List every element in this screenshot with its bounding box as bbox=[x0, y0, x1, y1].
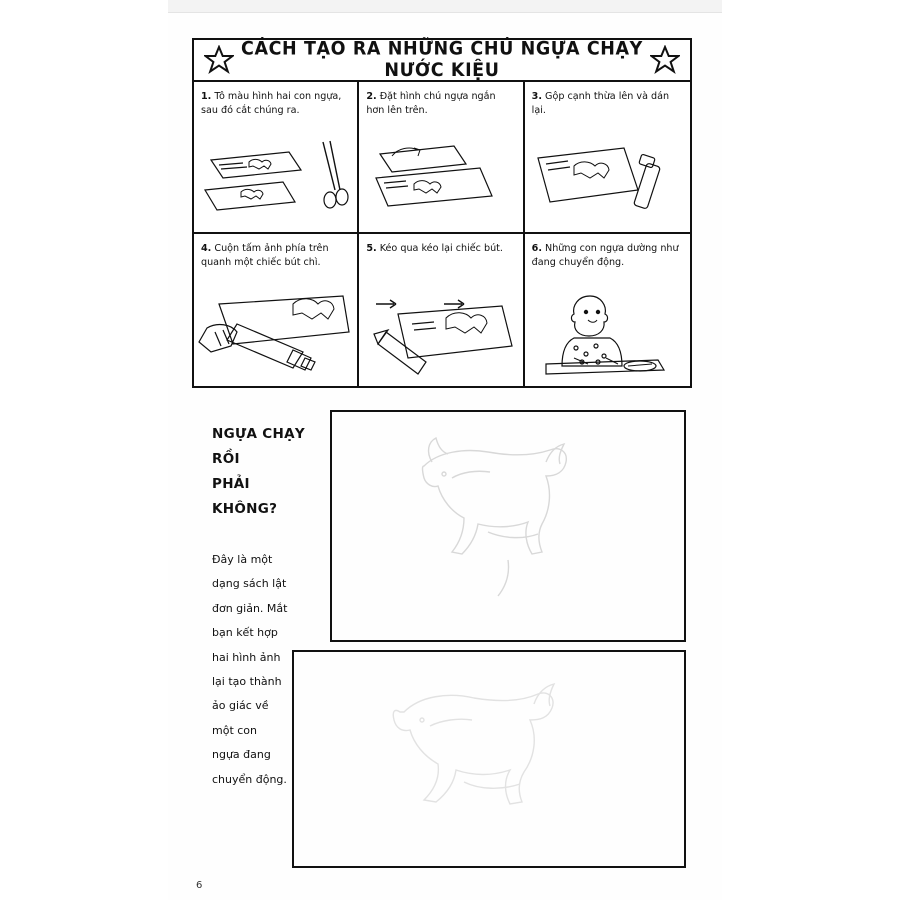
section-heading-line-1: NGỰA CHẠY RỒI bbox=[212, 426, 305, 467]
star-icon bbox=[204, 45, 234, 75]
body-line: đơn giản. Mắt bbox=[212, 601, 288, 615]
steps-row-2 bbox=[194, 234, 690, 386]
step-1-illustration bbox=[194, 134, 357, 230]
page-number: 6 bbox=[196, 880, 203, 891]
step-2-illustration bbox=[359, 134, 522, 230]
horse-outline-running bbox=[294, 652, 684, 866]
step-6-illustration bbox=[525, 288, 690, 384]
step-1-text bbox=[201, 90, 350, 118]
body-line: Đây là một bbox=[212, 552, 273, 566]
step-5-label: Kéo qua kéo lại chiếc bút. bbox=[379, 243, 503, 254]
step-2-text bbox=[366, 90, 515, 118]
step-2-label: Đặt hình chú ngựa ngắn hơn lên trên. bbox=[366, 91, 496, 116]
body-line: một con bbox=[212, 723, 258, 737]
body-line: bạn kết hợp bbox=[212, 626, 278, 640]
step-4-text bbox=[201, 242, 350, 270]
step-1-number: 1. bbox=[201, 91, 212, 102]
step-2 bbox=[359, 82, 524, 234]
step-1 bbox=[194, 82, 359, 234]
step-6-number: 6. bbox=[531, 243, 542, 254]
section-heading bbox=[212, 422, 320, 522]
step-5-illustration bbox=[359, 288, 522, 384]
star-icon bbox=[650, 45, 680, 75]
step-2-number: 2. bbox=[366, 91, 377, 102]
page-top-edge bbox=[168, 0, 722, 13]
horse-outline-standing bbox=[332, 412, 684, 640]
step-4-label: Cuộn tấm ảnh phía trên quanh một chiếc bút chì. bbox=[201, 243, 329, 268]
step-3-number: 3. bbox=[531, 91, 542, 102]
body-line: chuyển động. bbox=[212, 772, 287, 786]
body-line: hai hình ảnh bbox=[212, 650, 281, 664]
step-4-number: 4. bbox=[201, 243, 212, 254]
body-line: lại tạo thành bbox=[212, 674, 282, 688]
body-line: dạng sách lật bbox=[212, 577, 287, 591]
step-5-number: 5. bbox=[366, 243, 377, 254]
step-3-text bbox=[532, 90, 683, 118]
step-6-label: Những con ngựa dường như đang chuyển động. bbox=[531, 243, 679, 268]
body-line: ngựa đang bbox=[212, 748, 271, 762]
step-5 bbox=[359, 234, 524, 386]
step-3-illustration bbox=[525, 134, 690, 230]
steps-row-1 bbox=[194, 82, 690, 234]
lower-section bbox=[192, 404, 692, 874]
horse-template-frame-top bbox=[330, 410, 686, 642]
step-6-text bbox=[532, 242, 683, 270]
step-4-illustration bbox=[194, 288, 357, 384]
panel-title-bar bbox=[194, 40, 690, 82]
step-3 bbox=[525, 82, 690, 234]
page-title: CÁCH TẠO RA NHỮNG CHÚ NGỰA CHẠY NƯỚC KIỆU bbox=[241, 38, 643, 82]
body-line: ảo giác về bbox=[212, 699, 269, 713]
page-margin-right bbox=[722, 0, 900, 900]
step-6 bbox=[525, 234, 690, 386]
horse-template-frame-bottom bbox=[292, 650, 686, 868]
page-margin-left bbox=[0, 0, 168, 900]
step-1-label: Tô màu hình hai con ngựa, sau đó cắt chúng ra. bbox=[201, 91, 342, 116]
section-heading-line-2: PHẢI KHÔNG? bbox=[212, 475, 278, 517]
instruction-panel bbox=[192, 38, 692, 388]
step-5-text bbox=[366, 242, 515, 270]
step-3-label: Gộp cạnh thừa lên và dán lại. bbox=[531, 91, 670, 116]
step-4 bbox=[194, 234, 359, 386]
